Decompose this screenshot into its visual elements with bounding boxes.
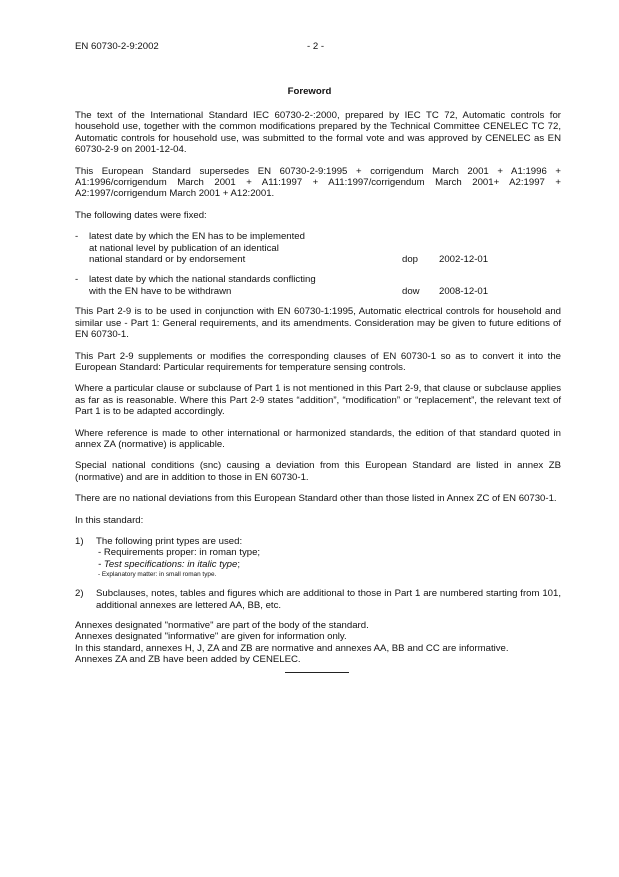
date-value: 2002-12-01 [439,254,489,266]
date-row-dop [75,231,561,265]
paragraph-clauses: Where a particular clause or subclause of Part 1 is not mentioned in this Part 2-9, that clause or subclause applies as far as is reasonable. Where this Part 2-9 states “addition”, “modification” or “replacement”, the relevant text of Part 1 is to be adapted accordingly. [75,383,561,418]
date-description-line: latest date by which the EN has to be implemented [89,231,305,243]
paragraph-deviations: There are no national deviations from this European Standard other than those listed in Annex ZC of EN 60730-1. [75,493,557,505]
date-code: dop [402,254,419,266]
paragraph-snc: Special national conditions (snc) causing a deviation from this European Standard are listed in annex ZB (normative) and are in addition to those in EN 60730-1. [75,460,561,483]
date-row-dow [75,274,561,297]
date-code: dow [402,285,420,297]
date-description-line: at national level by publication of an identical [89,242,279,254]
list-number: 2) [75,588,84,600]
paragraph-in-this-standard: In this standard: [75,514,144,526]
list-dash: - [75,231,79,243]
italic-text: - Test specifications: in italic type [98,558,238,570]
print-type-italic [96,559,561,570]
annex-line: In this standard, annexes H, J, ZA and ZB are normative and annexes AA, BB and CC are informative. [75,642,509,654]
print-type-roman: - Requirements proper: in roman type; [98,547,261,559]
header-page-number: - 2 - [307,41,325,52]
list-number: 1) [75,535,84,547]
date-description [89,231,402,265]
print-types-intro: The following print types are used: [96,535,243,547]
list-item [75,536,561,579]
paragraph-supersedes: This European Standard supersedes EN 60730-2-9:1995 + corrigendum March 2001 + A1:1996 + A1:1996/corrigendum March 2001 + A11:1997 + A11:1997/corrigendum March 2001+ A2:1997 + A2:1997/corrigendum March 2001 + A12:2001. [75,165,561,200]
annexes-block [75,620,561,666]
numbered-list [75,536,561,611]
annex-line: Annexes designated "normative" are part of the body of the standard. [75,620,369,631]
paragraph-dates-intro: The following dates were fixed: [75,209,207,221]
date-value: 2008-12-01 [439,285,489,297]
list-item [75,588,561,611]
header-doc-id: EN 60730-2-9:2002 [75,41,159,52]
print-type-small: - Explanatory matter: in small roman type. [98,571,217,579]
date-description-line: with the EN have to be withdrawn [89,285,232,297]
list-dash: - [75,274,79,286]
end-rule [285,672,349,673]
document-body [75,110,561,673]
list-content [96,536,561,579]
page-title: Foreword [287,86,332,97]
list-content: Subclauses, notes, tables and figures which are additional to those in Part 1 are numbered starting from 101, additional annexes are lettered AA, BB, etc. [96,588,561,611]
paragraph-intro: The text of the International Standard IEC 60730-2-:2000, prepared by IEC TC 72, Automatic controls for household use, together with the common modifications prepared by the Technical Committee CENELEC TC 72, Automatic controls for household use, was submitted to the formal vote and was approved by CENELEC as EN 60730-2-9 on 2001-12-04. [75,110,561,156]
paragraph-references: Where reference is made to other international or harmonized standards, the edition of that standard quoted in annex ZA (normative) is applicable. [75,427,561,450]
date-description-line: latest date by which the national standards conflicting [89,274,316,286]
annex-line: Annexes ZA and ZB have been added by CENELEC. [75,654,301,666]
date-description [89,274,402,297]
paragraph-supplements: This Part 2-9 supplements or modifies the corresponding clauses of EN 60730-1 so as to convert it into the European Standard: Particular requirements for temperature sensing controls. [75,350,561,373]
paragraph-conjunction: This Part 2-9 is to be used in conjunction with EN 60730-1:1995, Automatic electrical controls for household and similar use - Part 1: General requirements, and its amendments. Consideration may be given to future editions of EN 60730-1. [75,306,561,341]
dates-list [75,231,561,297]
annex-line: Annexes designated "informative" are given for information only. [75,631,347,643]
italic-separator: ; [237,558,241,570]
date-description-line: national standard or by endorsement [89,254,246,266]
